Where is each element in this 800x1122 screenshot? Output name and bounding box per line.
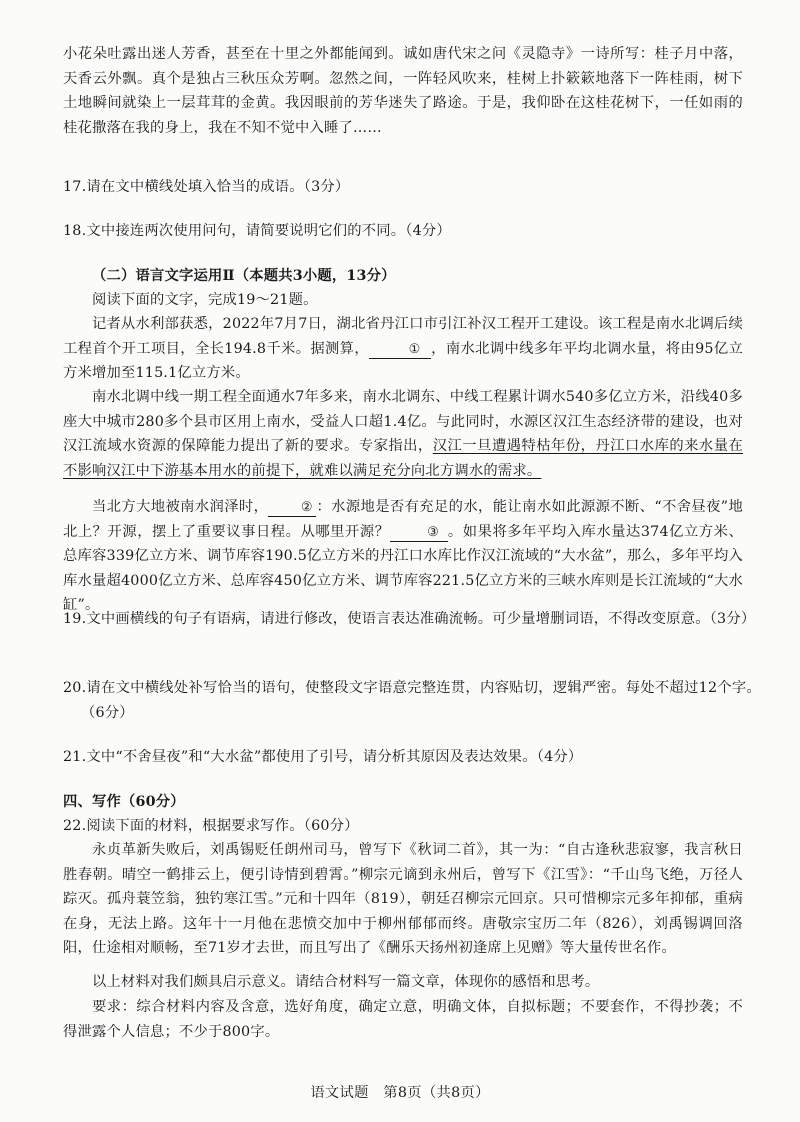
question-20: 20.请在文中横线处补写恰当的语句，使整段文字语意完整连贯，内容贴切，逻辑严密。每处不超过12个字。（6分） bbox=[63, 680, 761, 721]
blank-2: ② bbox=[268, 499, 316, 517]
section-2-heading: （二）语言文字运用Ⅱ（本题共3小题，13分） bbox=[92, 268, 396, 284]
page-footer: 语文试题 第8页（共8页） bbox=[310, 1085, 490, 1101]
writing-prompt: 以上材料对我们颇具启示意义。请结合材料写一篇文章，体现你的感悟和思考。 bbox=[92, 974, 600, 990]
passage-ending-text: 小花朵吐露出迷人芳香，甚至在十里之外都能闻到。诚如唐代宋之问《灵隐寺》一诗所写：桂子月中落，天香云外飘。真个是独占三秋压众芳啊。忽然之间，一阵轻风吹来，桂树上扑簌簌地落下一阵桂雨，树下土地瞬间就染上一层茸茸的金黄。我因眼前的芳华迷失了路途。于是，我仰卧在这桂花树下，一任如雨的桂花撒落在我的身上，我在不知不觉中入睡了…… bbox=[63, 46, 743, 136]
underlined-sentence: 汉江一旦遭遇特枯年份，丹江口水库的来水量在不影响汉江中下游基本用水的前提下，就难以满足充分向北方调水的需求。 bbox=[63, 438, 744, 479]
writing-material: 永贞革新失败后，刘禹锡贬任朗州司马，曾写下《秋词二首》，其一为：“自古逢秋悲寂寥，我言秋日胜春朝。晴空一鹤排云上，便引诗情到碧霄。”柳宗元谪到永州后，曾写下《江雪》：“千山鸟飞绝，万径人踪灭。孤舟蓑笠翁，独钓寒江雪。”元和十四年（819），朝廷召柳宗元回京。只可惜柳宗元多年抑郁，重病在身，无法上路。这年十一月他在悲愤交加中于柳州郁郁而终。唐敬宗宝历二年（826），刘禹锡调回洛阳，仕途相对顺畅，至71岁才去世，而且写出了《酬乐天扬州初逢席上见赠》等大量传世名作。 bbox=[63, 842, 743, 957]
section-2-instruction: 阅读下面的文字，完成19～21题。 bbox=[92, 292, 318, 308]
writing-requirements: 要求：综合材料内容及含意，选好角度，确定立意，明确文体，自拟标题；不要套作，不得抄袭；不得泄露个人信息；不少于800字。 bbox=[63, 999, 743, 1040]
question-19: 19.文中画横线的句子有语病，请进行修改，使语言表达准确流畅。可少量增删词语，不得改变原意。（3分） bbox=[63, 611, 756, 627]
passage-ending bbox=[63, 42, 743, 140]
question-17: 17.请在文中横线处填入恰当的成语。（3分） bbox=[63, 179, 350, 195]
question-21: 21.文中“不舍昼夜”和“大水盆”都使用了引号，请分析其原因及表达效果。（4分） bbox=[63, 749, 583, 765]
reading-paragraph-2: 南水北调中线一期工程全面通水7年多来，南水北调东、中线工程累计调水540多亿立方米，沿线40多座大中城市280多个县市区用上南水，受益人口超1.4亿。与此同时，水源区汉江生态经济带的建设，也对汉江流域水资源的保障能力提出了新的要求。专家指出，汉江一旦遭遇特枯年份，丹江口水库的来水量在不影响汉江中下游基本用水的前提下，就难以满足充分向北方调水的需求。 bbox=[63, 389, 744, 479]
blank-3: ③ bbox=[390, 524, 448, 542]
reading-paragraph-1: 记者从水利部获悉，2022年7月7日，湖北省丹江口市引江补汉工程开工建设。该工程是南水北调后续工程首个开工项目，全长194.8千米。据测算， ① ，南水北调中线多年平均北调水量，将由95亿立方米增加至115.1亿立方米。 bbox=[63, 316, 744, 382]
blank-1: ① bbox=[369, 341, 431, 359]
question-22: 22.阅读下面的材料，根据要求写作。（60分） bbox=[63, 818, 359, 834]
section-4-heading: 四、写作（60分） bbox=[63, 794, 185, 810]
question-18: 18.文中接连两次使用问句，请简要说明它们的不同。（4分） bbox=[63, 223, 451, 239]
reading-paragraph-3: 当北方大地被南水润泽时， ② ：水源地是否有充足的水，能让南水如此源源不断、“不舍昼夜”地北上？开源，摆上了重要议事日程。从哪里开源？ ③ 。如果将多年平均入库水量达374亿立方米、总库容339亿立方米、调节库容190.5亿立方米的丹江口水库比作汉江流域的“大水盆”，那么，多年平均入库水量超4000亿立方米、总库容450亿立方米、调节库容221.5亿立方米的三峡水库则是长江流域的“大水缸”。 bbox=[63, 499, 743, 614]
